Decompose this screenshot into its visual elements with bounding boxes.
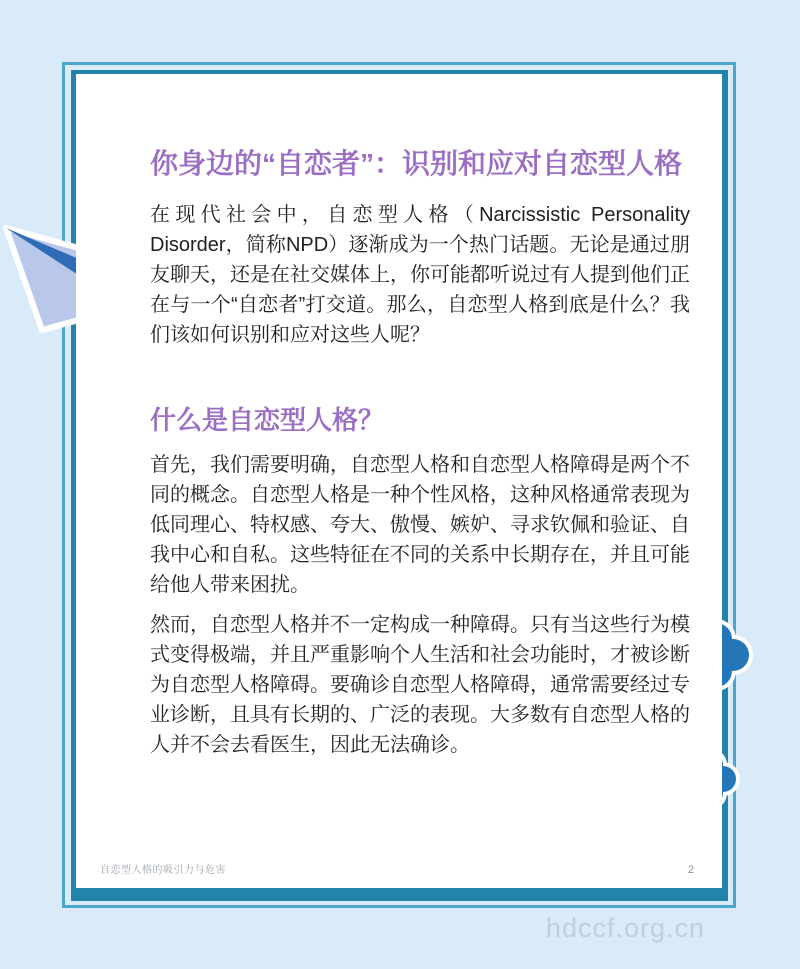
section-heading: 什么是自恋型人格？ [150, 405, 385, 435]
intro-paragraph: 在现代社会中，自恋型人格（Narcissistic Personality Disorder，简称NPD）逐渐成为一个热门话题。无论是通过朋友聊天，还是在社交媒体上，你可能都听说过有人提到他们正在与一个“自恋者”打交道。那么，自恋型人格到底是什么？我们该如何识别和应对这些人呢？ [150, 204, 690, 346]
document-content [150, 74, 690, 760]
section-paragraph-2: 然而，自恋型人格并不一定构成一种障碍。只有当这些行为模式变得极端，并且严重影响个人生活和社会功能时，才被诊断为自恋型人格障碍。要确诊自恋型人格障碍，通常需要经过专业诊断，且具有长期的、广泛的表现。大多数有自恋型人格的人并不会去看医生，因此无法确诊。 [150, 614, 690, 756]
section-paragraph-1: 首先，我们需要明确，自恋型人格和自恋型人格障碍是两个不同的概念。自恋型人格是一种个性风格，这种风格通常表现为低同理心、特权感、夸大、傲慢、嫉妒、寻求钦佩和验证、自我中心和自私。这些特征在不同的关系中长期存在，并且可能给他人带来困扰。 [150, 454, 690, 596]
card-footer [100, 861, 694, 876]
paper-plane-icon [0, 216, 88, 336]
watermark-text: hdccf.org.cn [545, 913, 705, 943]
page-number: 2 [687, 864, 694, 876]
footer-doc-title: 自恋型人格的吸引力与危害 [100, 865, 226, 876]
document-card [76, 74, 722, 888]
page-title: 你身边的“自恋者”：识别和应对自恋型人格 [150, 148, 683, 179]
